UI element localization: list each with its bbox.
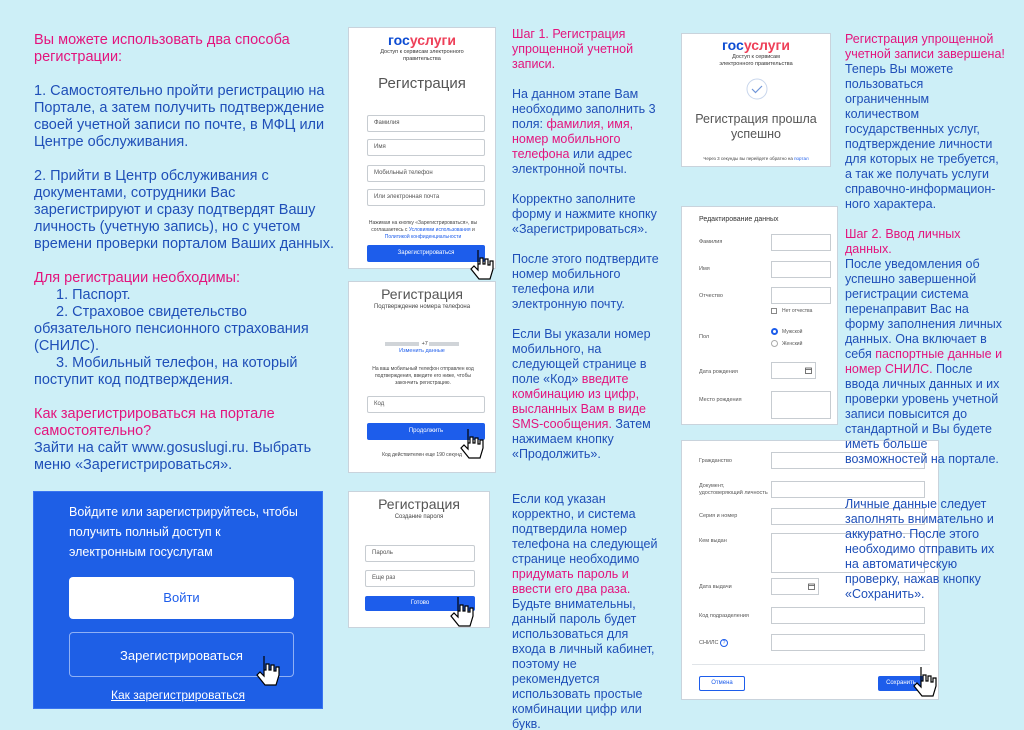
req-item-2b: обязательного пенсионного страхования (СНИЛС).: [34, 321, 309, 354]
no-patronymic-checkbox[interactable]: [771, 308, 777, 314]
issued-by-label: Кем выдан: [699, 538, 727, 544]
male-label: Мужской: [782, 329, 803, 335]
female-label: Женский: [782, 341, 803, 347]
step2-title: Шаг 2. Ввод личных данных.: [845, 227, 961, 256]
issue-date-input[interactable]: [771, 578, 819, 595]
name-label: Имя: [699, 266, 710, 272]
requirements: [34, 270, 334, 389]
edit-data-card: [681, 206, 838, 425]
citizenship-label: Гражданство: [699, 458, 732, 464]
step1-submit-text: Корректно заполните форму и нажмите кнопку «Зарегистрироваться».: [512, 192, 657, 236]
gosuslugi-logo: госуслуги: [388, 32, 456, 48]
phone-number: +7: [349, 341, 495, 348]
req-item-3b: поступит код подтверждения.: [34, 372, 234, 388]
how-to-register-link[interactable]: Как зарегистрироваться: [111, 688, 245, 702]
step1-fields-text: На данном этапе Вам необходимо заполнить 3 поля: фамилия, имя, номер мобильного телефона или адрес электронной почты.: [512, 87, 656, 176]
password-card: [348, 491, 490, 628]
series-number-label: Серия и номер: [699, 513, 738, 519]
sms-info: На ваш мобильный телефон отправлен код подтверждения, введите его ниже, чтобы закончить регистрацию.: [372, 366, 474, 386]
male-radio[interactable]: [771, 328, 778, 335]
name-input[interactable]: [771, 261, 831, 278]
success-card: [681, 33, 831, 167]
howto-title: Как зарегистрироваться на портале самостоятельно?: [34, 406, 275, 439]
req-item-1: 1. Паспорт.: [56, 287, 131, 303]
calendar-icon[interactable]: [808, 583, 815, 590]
intro-column: [34, 32, 334, 474]
change-data-link[interactable]: Изменить данные: [399, 348, 445, 354]
code-field[interactable]: Код: [367, 396, 485, 413]
surname-input[interactable]: [771, 234, 831, 251]
step1-column: [512, 27, 662, 730]
birthdate-label: Дата рождения: [699, 369, 738, 375]
success-title: Регистрация прошла успешно: [695, 112, 817, 141]
female-radio[interactable]: [771, 340, 778, 347]
registration-title: Регистрация: [378, 75, 466, 92]
gosuslugi-logo: госуслуги: [722, 37, 790, 53]
email-field[interactable]: Или электронная почта: [367, 189, 485, 206]
phone-field[interactable]: Мобильный телефон: [367, 165, 485, 182]
pointer-cursor-icon: [469, 248, 497, 284]
surname-label: Фамилия: [699, 239, 723, 245]
help-icon: ?: [720, 639, 728, 647]
logo-subtitle: Доступ к сервисам электронного правительства: [719, 54, 793, 67]
agreement-text: Нажимая на кнопку «Зарегистрироваться», вы соглашаетесь с Условиями использования и Политикой конфиденциальности: [368, 220, 478, 240]
option-2: 2. Прийти в Центр обслуживания с документами, сотрудники Вас зарегистрируют и сразу подтвердят Вашу личность (учетную запись), но с учетом времени проверки порталом Ваших данных.: [34, 168, 334, 252]
redirect-text: Через 3 секунды вы перейдете обратно на портал: [703, 156, 809, 161]
pointer-cursor-icon: [459, 427, 487, 463]
step1-confirm-text: После этого подтвердите номер мобильного телефона или электронную почту.: [512, 252, 659, 311]
logo-subtitle: Доступ к сервисам электронного правительства: [380, 49, 464, 62]
login-header: Войдите или зарегистрируйтесь, чтобы получить полный доступ к электронным госуслугам: [69, 505, 298, 559]
registration-card: [348, 27, 496, 269]
password-field[interactable]: Пароль: [365, 545, 475, 562]
login-button[interactable]: Войти: [69, 577, 294, 619]
completed-title: Регистрация упрощенной учетной записи завершена!: [845, 32, 1005, 61]
patronymic-input[interactable]: [771, 287, 831, 304]
continue-button[interactable]: Продолжить: [367, 423, 485, 440]
step1-code-text: Если Вы указали номер мобильного, на следующей странице в поле «Код» введите комбинацию из цифр, высланных Вам в виде SMS-сообщения. Затем нажимаем кнопку «Продолжить».: [512, 327, 651, 461]
patronymic-label: Отчество: [699, 293, 723, 299]
name-field[interactable]: Имя: [367, 139, 485, 156]
req-item-3: 3. Мобильный телефон, на который: [56, 355, 298, 371]
no-patronymic-label: Нет отчества: [782, 308, 813, 314]
gender-label: Пол: [699, 334, 710, 340]
id-document-label: Документ, удостоверяющий личность: [699, 483, 768, 496]
pointer-cursor-icon: [255, 654, 283, 690]
issue-date-label: Дата выдачи: [699, 584, 732, 590]
cancel-button[interactable]: Отмена: [699, 676, 745, 691]
step2-save-text: Личные данные следует заполнять внимательно и аккуратно. После этого необходимо отправить их на автоматическую проверку, нажав кнопку «Сохранить».: [845, 497, 995, 601]
snils-input[interactable]: [771, 634, 925, 651]
login-panel: [33, 491, 323, 709]
edit-title: Редактирование данных: [699, 216, 779, 223]
birthplace-input[interactable]: [771, 391, 831, 419]
divider: [692, 664, 930, 665]
birthdate-input[interactable]: [771, 362, 816, 379]
dept-code-label: Код подразделения: [699, 613, 749, 619]
snils-label: СНИЛС ?: [699, 639, 728, 647]
code-timer: Код действителен еще 190 секунд: [382, 452, 462, 458]
step2-column: [845, 32, 1005, 617]
terms-link[interactable]: Условиями использования: [408, 227, 471, 233]
completed-text: Теперь Вы можете пользоваться ограниченным количеством государственных услуг, подтверждение личности для которых не требуется, а так же получать услуги справочно-информацион-ного характера.: [845, 62, 999, 211]
confirm-title: Регистрация: [381, 286, 463, 302]
save-button[interactable]: Сохранить: [878, 676, 924, 691]
option-1: 1. Самостоятельно пройти регистрацию на Портале, а затем получить подтверждение своей учетной записи по почте, в МФЦ или Центре обслуживания.: [34, 83, 325, 150]
requirements-title: Для регистрации необходимы:: [34, 270, 241, 286]
birthplace-label: Место рождения: [699, 397, 742, 403]
howto: [34, 406, 334, 474]
done-button[interactable]: Готово: [365, 596, 475, 611]
privacy-link[interactable]: Политикой конфиденциальности: [384, 234, 462, 240]
check-icon: [746, 78, 768, 100]
password-title: Регистрация: [378, 496, 460, 512]
password-subtitle: Создание пароля: [394, 514, 444, 520]
pointer-cursor-icon: [449, 595, 477, 631]
step1-password-text: Если код указан корректно, и система подтвердила номер телефона на следующей странице необходимо придумать пароль и ввести его два раза. Будьте внимательны, данный пароль будет использоваться для входа в личный кабинет, поэтому не рекомендуется использовать простые комбинации цифр или букв.: [512, 492, 658, 730]
step2-block: Шаг 2. Ввод личных данных. После уведомления об успешно завершенной регистрации система перенаправит Вас на форму заполнения личных данных. Она включает в себя паспортные данные и номер СНИЛС. После ввода личных данных и их проверки уровень учетной записи повысится до стандартной и Вы будете иметь больше возможностей на портале.: [845, 227, 1005, 467]
confirm-subtitle: Подтверждение номера телефона: [373, 304, 471, 310]
password-repeat-field[interactable]: Еще раз: [365, 570, 475, 587]
howto-body: Зайти на сайт www.gosuslugi.ru. Выбрать меню «Зарегистрироваться».: [34, 440, 312, 473]
surname-field[interactable]: Фамилия: [367, 115, 485, 132]
calendar-icon[interactable]: [805, 367, 812, 374]
intro-heading: Вы можете использовать два способа регистрации:: [34, 32, 290, 65]
step1-title: Шаг 1. Регистрация упрощенной учетной записи.: [512, 27, 634, 71]
register-submit-button[interactable]: Зарегистрироваться: [367, 245, 485, 262]
register-button[interactable]: Зарегистрироваться: [69, 632, 294, 677]
phone-confirm-card: [348, 281, 496, 473]
pointer-cursor-icon: [912, 665, 940, 701]
req-item-2: 2. Страховое свидетельство: [56, 304, 247, 320]
